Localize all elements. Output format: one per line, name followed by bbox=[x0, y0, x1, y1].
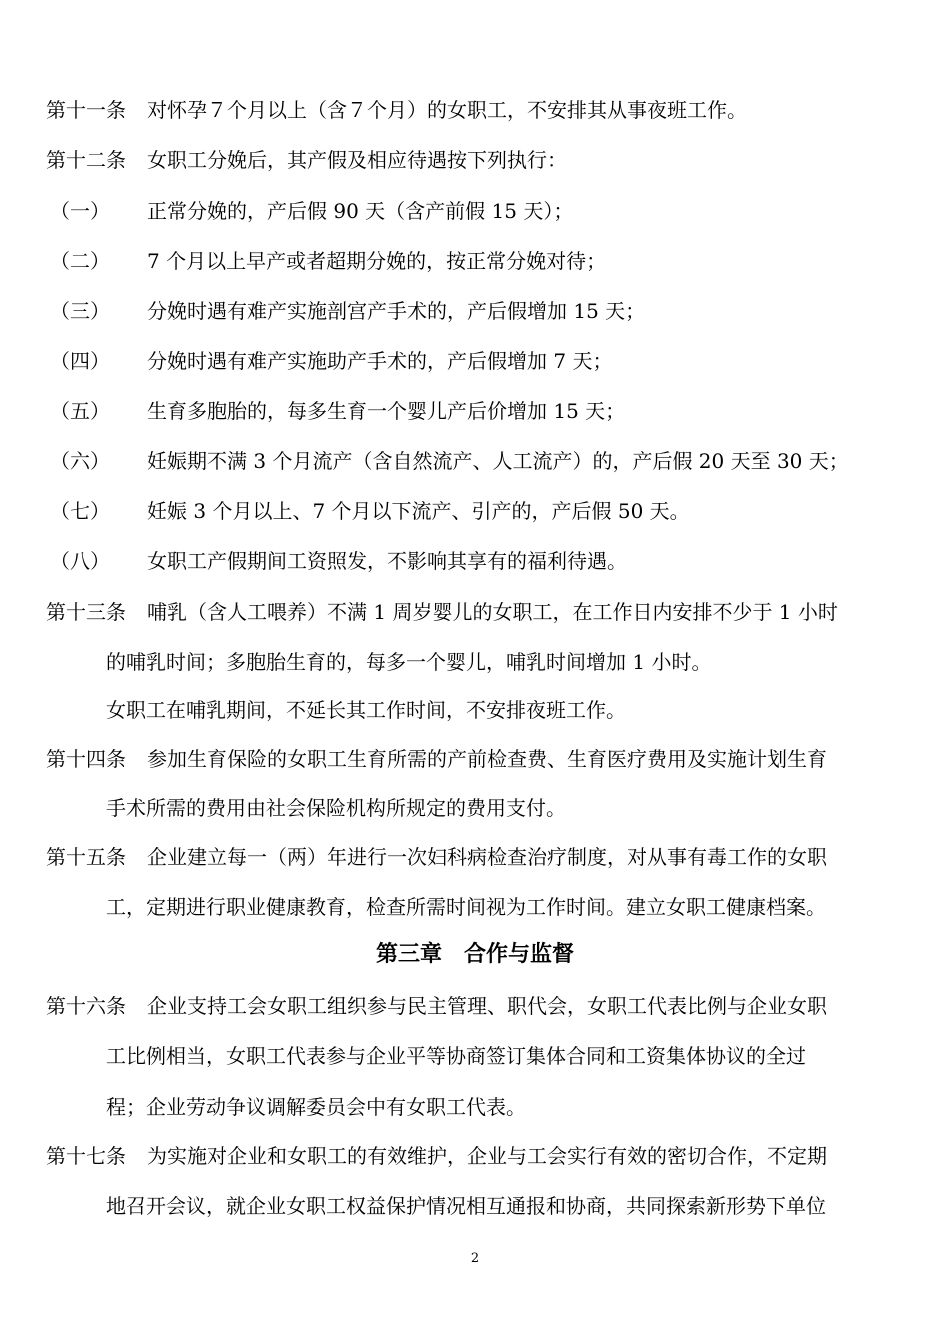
item-text: 正常分娩的，产后假 90 天（含产前假 15 天）； bbox=[147, 199, 574, 223]
article-text: 工比例相当，女职工代表参与企业平等协商签订集体合同和工资集体协议的全过 bbox=[106, 1044, 806, 1068]
article-text: 女职工在哺乳期间，不延长其工作时间，不安排夜班工作。 bbox=[106, 698, 626, 722]
item-label: （七） bbox=[50, 499, 110, 523]
item-text: 生育多胞胎的，每多生育一个婴儿产后价增加 15 天； bbox=[147, 399, 626, 423]
article-13-cont bbox=[0, 648, 950, 676]
article-label: 第十七条 bbox=[46, 1144, 126, 1168]
article-label: 第十二条 bbox=[46, 148, 126, 172]
article-label: 第十一条 bbox=[46, 98, 126, 122]
list-item bbox=[0, 547, 950, 575]
article-text: 女职工分娩后，其产假及相应待遇按下列执行： bbox=[147, 148, 567, 172]
article-label: 第十四条 bbox=[46, 747, 126, 771]
article-text: 企业支持工会女职工组织参与民主管理、职代会，女职工代表比例与企业女职 bbox=[147, 994, 827, 1018]
article-text: 参加生育保险的女职工生育所需的产前检查费、生育医疗费用及实施计划生育 bbox=[147, 747, 827, 771]
article-17 bbox=[0, 1142, 950, 1170]
item-text: 分娩时遇有难产实施剖宫产手术的，产后假增加 15 天； bbox=[147, 299, 646, 323]
article-text: 为实施对企业和女职工的有效维护，企业与工会实行有效的密切合作，不定期 bbox=[147, 1144, 827, 1168]
article-16-cont bbox=[0, 1042, 950, 1070]
article-14 bbox=[0, 745, 950, 773]
list-item bbox=[0, 197, 950, 225]
article-text: 对怀孕７个月以上（含７个月）的女职工，不安排其从事夜班工作。 bbox=[147, 98, 747, 122]
article-16 bbox=[0, 992, 950, 1020]
item-text: 分娩时遇有难产实施助产手术的，产后假增加 7 天； bbox=[147, 349, 613, 373]
article-14-cont bbox=[0, 794, 950, 822]
article-16-cont bbox=[0, 1093, 950, 1121]
article-17-cont bbox=[0, 1192, 950, 1220]
item-label: （八） bbox=[50, 549, 110, 573]
article-11 bbox=[0, 96, 950, 124]
article-text: 程；企业劳动争议调解委员会中有女职工代表。 bbox=[106, 1095, 526, 1119]
article-text: 的哺乳时间；多胞胎生育的，每多一个婴儿，哺乳时间增加 1 小时。 bbox=[106, 650, 712, 674]
article-label: 第十六条 bbox=[46, 994, 126, 1018]
article-13 bbox=[0, 598, 950, 626]
item-label: （六） bbox=[50, 449, 110, 473]
item-label: （二） bbox=[50, 249, 110, 273]
list-item bbox=[0, 347, 950, 375]
article-15-cont bbox=[0, 893, 950, 921]
list-item bbox=[0, 447, 950, 475]
item-label: （三） bbox=[50, 299, 110, 323]
item-label: （五） bbox=[50, 399, 110, 423]
list-item bbox=[0, 247, 950, 275]
article-text: 企业建立每一（两）年进行一次妇科病检查治疗制度，对从事有毒工作的女职 bbox=[147, 845, 827, 869]
article-13-para bbox=[0, 696, 950, 724]
item-text: 女职工产假期间工资照发，不影响其享有的福利待遇。 bbox=[147, 549, 627, 573]
list-item bbox=[0, 397, 950, 425]
chapter-heading: 第三章 合作与监督 bbox=[375, 942, 574, 967]
list-item bbox=[0, 497, 950, 525]
page-number: 2 bbox=[470, 1251, 480, 1266]
article-15 bbox=[0, 843, 950, 871]
item-label: （一） bbox=[50, 199, 110, 223]
item-text: 妊娠期不满 3 个月流产（含自然流产、人工流产）的，产后假 20 天至 30 天； bbox=[147, 449, 849, 473]
article-text: 地召开会议，就企业女职工权益保护情况相互通报和协商，共同探索新形势下单位 bbox=[106, 1194, 826, 1218]
article-label: 第十三条 bbox=[46, 600, 126, 624]
article-text: 手术所需的费用由社会保险机构所规定的费用支付。 bbox=[106, 796, 566, 820]
article-12 bbox=[0, 146, 950, 174]
article-label: 第十五条 bbox=[46, 845, 126, 869]
article-text: 哺乳（含人工喂养）不满 1 周岁婴儿的女职工，在工作日内安排不少于 1 小时 bbox=[147, 600, 838, 624]
item-text: 7 个月以上早产或者超期分娩的，按正常分娩对待； bbox=[147, 249, 607, 273]
item-label: （四） bbox=[50, 349, 110, 373]
list-item bbox=[0, 297, 950, 325]
item-text: 妊娠 3 个月以上、7 个月以下流产、引产的，产后假 50 天。 bbox=[147, 499, 690, 523]
article-text: 工，定期进行职业健康教育，检查所需时间视为工作时间。建立女职工健康档案。 bbox=[106, 895, 826, 919]
